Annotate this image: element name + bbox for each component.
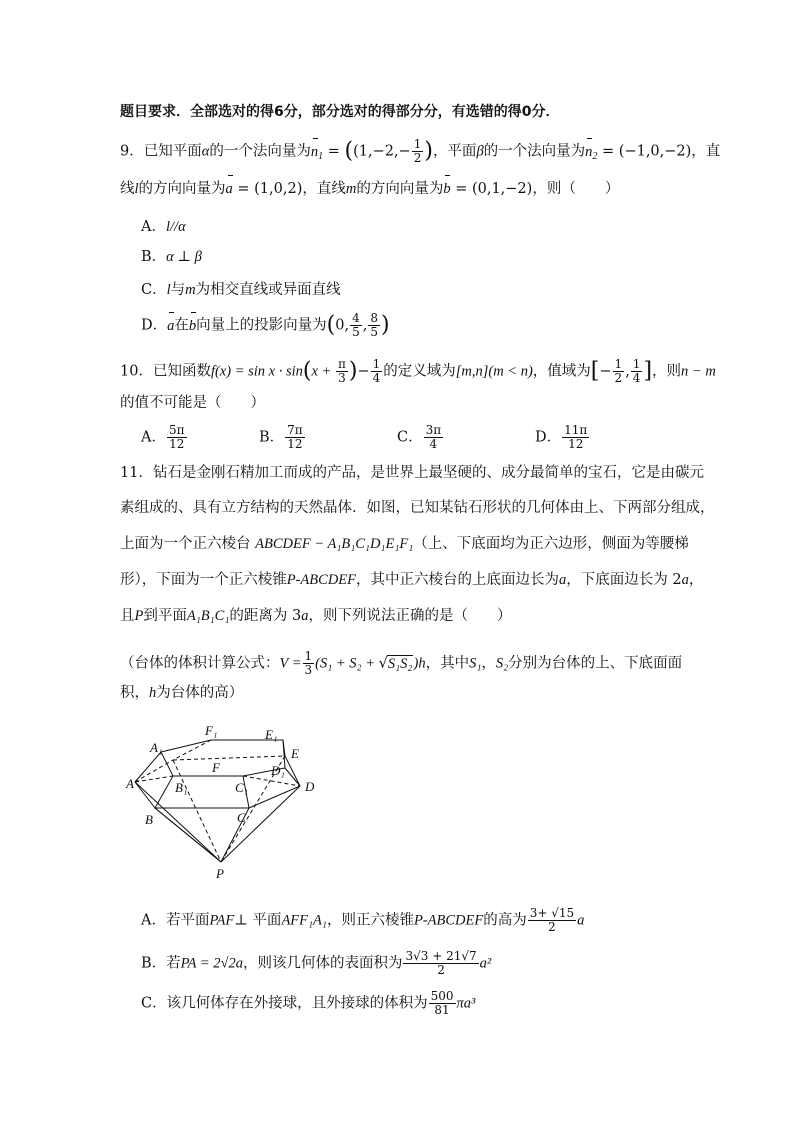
fraction: $\frac{4}{5}$	[352, 311, 360, 340]
q9-option-c[interactable]	[141, 283, 341, 298]
option-text: a	[167, 317, 175, 334]
dashed-internal	[135, 776, 173, 782]
option-text: 若	[166, 955, 181, 972]
option-text: 为相交直线或异面直线	[195, 282, 341, 298]
option-text: AFF₁A₁	[281, 912, 327, 929]
paren: )	[380, 312, 390, 338]
edge-BP2	[155, 808, 221, 862]
q9-number: 9．	[120, 143, 144, 160]
formula: S₁S₂	[387, 655, 413, 672]
q11-text: ，则下列说法正确的是（ ）	[308, 608, 512, 624]
q9-line1: 9．已知平面α的一个法向量为$n_1 = ((1,-2,-$ $\frac{1}{2}$ )，平面β的一个法向量为$n_2 = (-1,0,-2)$，直	[120, 137, 721, 166]
fraction: $\frac{1}{2}$	[614, 357, 623, 386]
q10-option-d[interactable]	[535, 424, 590, 451]
fraction: $\frac{3+ √15}{2}$	[529, 906, 575, 935]
edge-FP	[173, 760, 221, 862]
label-A: A	[126, 776, 134, 791]
var-a: a	[559, 572, 567, 588]
frustum-name: ABCDEF − A₁B₁C₁D₁E₁F₁	[255, 536, 414, 552]
a-value: = (1,0,2)	[237, 181, 303, 197]
edge-AB	[135, 782, 155, 808]
formula: )h	[413, 655, 426, 672]
label-P: P	[216, 866, 224, 881]
q11-option-c[interactable]	[141, 990, 475, 1017]
q9-option-b[interactable]	[141, 250, 202, 265]
var-a: a	[301, 608, 309, 624]
option-label: C．	[397, 429, 423, 446]
diamond-figure	[125, 720, 325, 885]
option-text: l	[166, 282, 171, 298]
edge-FE	[173, 756, 285, 760]
l-symbol: l	[134, 181, 139, 197]
bracket: ]	[643, 358, 653, 384]
q11-text: 形），下面为一个正六棱锥	[120, 572, 287, 588]
q9-option-a[interactable]	[141, 220, 186, 235]
fraction: $\frac{1}{4}$	[372, 357, 381, 386]
fraction: $\frac{7\pi}{12}$	[287, 423, 303, 452]
option-label: C．	[141, 995, 167, 1012]
bracket: [	[590, 358, 600, 384]
q10-option-a[interactable]	[141, 424, 188, 451]
fraction: $\frac{3√3 + 21√7}{2}$	[405, 949, 477, 978]
option-label: B．	[141, 249, 167, 265]
var-h: h	[149, 685, 157, 701]
q11-text: 上面为一个正六棱台	[120, 536, 251, 552]
q10-text: ，值域为	[532, 363, 591, 380]
formula: (S₁ + S₂ +	[315, 655, 379, 672]
paren: (	[326, 312, 336, 338]
fraction: $\frac{11\pi}{12}$	[564, 423, 588, 452]
option-text: PA = 2√2a	[180, 955, 243, 972]
edge-CD	[249, 786, 300, 808]
paren: (	[344, 138, 354, 164]
option-label: A．	[141, 912, 166, 929]
paren: (	[302, 358, 312, 384]
fraction: $\frac{\pi}{3}$	[337, 357, 346, 386]
q11-text: ，其中正六棱台的上底面边长为	[356, 572, 560, 588]
option-label: C．	[141, 282, 167, 298]
q10-option-b[interactable]	[259, 424, 306, 451]
q11-text: 且	[120, 608, 135, 624]
q11-text: （台体的体积计算公式：	[120, 655, 280, 672]
fraction: $\frac{5\pi}{12}$	[168, 423, 185, 452]
m-symbol: m	[345, 181, 357, 197]
q11-text: 分别为台体的上、下底面面	[508, 655, 683, 672]
q10-option-c[interactable]	[397, 424, 444, 451]
var-a: a	[681, 572, 689, 588]
option-text: b	[188, 317, 197, 334]
option-text: P-ABCDEF	[413, 912, 484, 929]
label-B: B	[145, 812, 153, 827]
s2: S₂	[495, 655, 509, 672]
option-text: PAF	[209, 912, 235, 929]
option-label: B．	[259, 429, 285, 446]
q11-number: 11．	[120, 465, 153, 481]
q10-text: 的值不可能是（ ）	[120, 395, 265, 411]
point-p: P	[134, 608, 144, 624]
q9-text: ，则（ ）	[532, 181, 620, 197]
q9-text: ，直	[691, 143, 721, 160]
label-E: E	[291, 746, 299, 761]
fraction: $\frac{1}{2}$	[413, 137, 422, 166]
label-F1: F₁	[205, 723, 218, 738]
q10-line1: 10．已知函数f(x) = sin x · sin(x + $\frac{\pi}{3}$ )− $\frac{1}{4}$ 的定义域为[m,n](m < n)，值域为[− $\frac{1}{2}$ , $\frac{1}{4}$ ]，则n − m	[120, 357, 716, 386]
q9-text: 的方向向量为	[356, 181, 444, 197]
q11-text: 为台体的高）	[156, 685, 244, 701]
label-D1: D₁	[271, 763, 285, 778]
b-vector: b	[443, 181, 451, 197]
edge-AF	[135, 760, 173, 782]
q10-text: 的定义域为	[383, 363, 456, 380]
option-label: D．	[535, 429, 562, 446]
section-instruction: 题目要求．全部选对的得6分，部分选对的得部分分，有选错的得0分．	[120, 104, 560, 120]
label-A1: A₁	[150, 740, 163, 755]
alpha-symbol: α	[201, 143, 210, 160]
n-minus-m: n − m	[681, 363, 716, 380]
domain-expr: [m,n](m < n)	[455, 363, 533, 380]
q11-option-b[interactable]	[141, 950, 491, 977]
label-F: F	[212, 760, 220, 775]
q9-text: 的一个法向量为	[209, 143, 311, 160]
q9-text: 的方向向量为	[138, 181, 226, 197]
edge-FF1	[173, 740, 211, 760]
n1-value: (1,−2,−	[353, 143, 411, 160]
plane-name: A₁B₁C₁	[186, 608, 230, 624]
q11-text: ，下底面边长为 2	[566, 572, 682, 588]
fraction: $\frac{8}{5}$	[370, 311, 378, 340]
paren: )	[424, 138, 433, 164]
q10-text: ，则	[652, 363, 682, 380]
q11-text: 到平面	[143, 608, 187, 624]
option-text: a²	[479, 955, 492, 972]
option-label: D．	[141, 317, 168, 334]
q11-line4	[120, 573, 703, 588]
edge-DP	[221, 786, 300, 862]
paren: )	[348, 358, 358, 384]
q9-text: 线	[120, 181, 135, 197]
q9-line2	[120, 182, 619, 197]
n1-vector: $n_1$	[310, 143, 324, 162]
option-text: 的高为	[483, 912, 527, 929]
option-label: A．	[141, 429, 166, 446]
q11-line5	[120, 609, 511, 624]
q11-text: （上、下底面均为正六边形，侧面为等腰梯	[413, 536, 689, 552]
q11-line3	[120, 537, 689, 552]
label-C1: C₁	[235, 780, 249, 795]
function-expr: x +	[311, 363, 335, 380]
option-text: 向量上的投影向量为	[196, 317, 327, 334]
q10-line2	[120, 396, 265, 411]
q11-text: 钻石是金刚石精加工而成的产品，是世界上最坚硬的、成分最简单的宝石，它是由碳元	[152, 465, 704, 481]
q11-text: 素组成的、具有立方结构的天然晶体．如图，已知某钻石形状的几何体由上、下两部分组成，	[120, 500, 715, 516]
option-text: 该几何体存在外接球，且外接球的体积为	[166, 995, 428, 1012]
b-value: = (0,1,−2)	[455, 181, 533, 197]
label-C: C	[237, 810, 246, 825]
q9-text: 已知平面	[143, 143, 202, 160]
q11-text: 积，	[120, 685, 149, 701]
q11-line2	[120, 501, 715, 516]
n2-value: = (−1,0,−2)	[602, 143, 692, 160]
q9-text: ，平面	[432, 143, 477, 160]
option-text: ⊥ 平面	[234, 912, 282, 929]
s1: S₁	[469, 655, 482, 672]
option-text: m	[185, 282, 196, 298]
option-label: A．	[141, 219, 166, 235]
q11-formula-line2	[120, 686, 243, 701]
q11-line1	[120, 466, 704, 481]
a-vector: a	[225, 181, 233, 197]
option-text: 在	[174, 317, 189, 334]
q11-text: ，	[481, 655, 496, 672]
n2-vector: $n_2$	[585, 143, 598, 162]
q11-text: ，	[688, 572, 704, 588]
q11-option-a[interactable]: A．若平面PAF⊥ 平面AFF₁A₁，则正六棱锥P-ABCDEF的高为 $\frac{3+ √15}{2}$ a	[141, 906, 585, 935]
beta-symbol: β	[476, 143, 484, 160]
label-D: D	[305, 779, 315, 794]
label-E1: E₁	[265, 727, 278, 742]
formula: V =	[279, 655, 302, 672]
q9-text: ，直线	[302, 181, 346, 197]
option-text: ，则正六棱锥	[326, 912, 414, 929]
edge-AA1	[135, 752, 161, 782]
pyramid-name: P-ABCDEF	[286, 572, 357, 588]
q11-formula-line: （台体的体积计算公式：V = $\frac{1}{3}$ (S₁ + S₂ + √S₁S₂)h，其中S₁，S₂分别为台体的上、下底面面	[120, 649, 683, 678]
q11-text: 的距离为 3	[229, 608, 302, 624]
q11-text: ，其中	[425, 655, 470, 672]
q9-text: 的一个法向量为	[483, 143, 586, 160]
option-text: ，则该几何体的表面积为	[242, 955, 403, 972]
label-B1: B₁	[175, 780, 188, 795]
option-text: πa³	[456, 995, 476, 1012]
minus-sign: −	[357, 363, 370, 380]
option-text: 若平面	[165, 912, 210, 929]
fraction: $\frac{1}{4}$	[632, 357, 641, 386]
option-text: 与	[170, 282, 186, 298]
q10-number: 10．	[120, 363, 153, 380]
option-text: α ⊥ β	[166, 249, 202, 265]
function-expr: f(x) = sin x · sin	[210, 363, 303, 380]
option-text: l//α	[165, 219, 186, 235]
q10-text: 已知函数	[152, 363, 211, 380]
fraction: $\frac{500}{81}$	[430, 989, 454, 1018]
option-label: B．	[141, 955, 167, 972]
fraction: $\frac{1}{3}$	[304, 649, 313, 678]
fraction: $\frac{3\pi}{4}$	[425, 423, 442, 452]
q9-option-d[interactable]: D．a在b向量上的投影向量为(0, $\frac{4}{5}$ , $\frac{8}{5}$ )	[141, 311, 390, 340]
